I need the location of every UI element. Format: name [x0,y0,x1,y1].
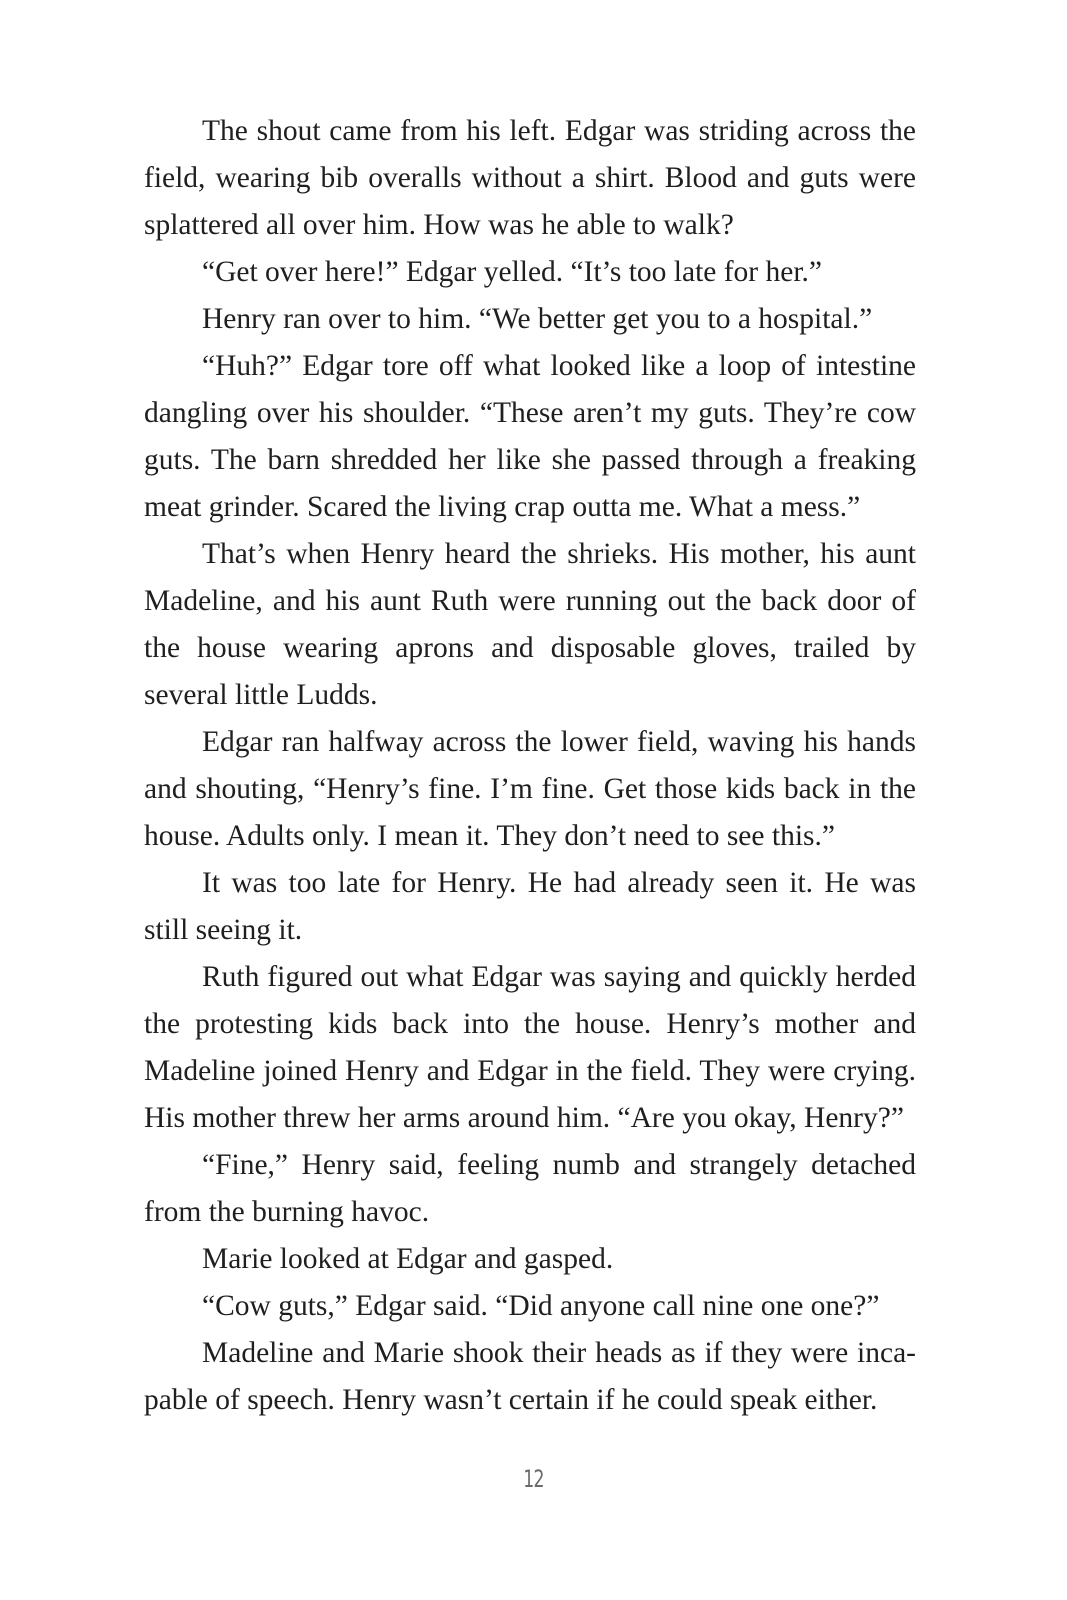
paragraph: Madeline and Marie shook their heads as if they were incapable of speech. Henry wasn’t certain if he could speak either. [144,1337,916,1416]
paragraph: Ruth figured out what Edgar was saying and quickly herded the protesting kids back into the house. Henry’s mother and Madeline joined Henry and Edgar in the field. They were crying. His mother threw her arms around him. “Are you okay, Henry?” [144,961,916,1134]
paragraph: It was too late for Henry. He had already seen it. He was still seeing it. [144,867,916,946]
paragraph: Henry ran over to him. “We better get you to a hospital.” [202,303,873,335]
paragraph: Edgar ran halfway across the lower field, waving his hands and shouting, “Henry’s fine. I’m fine. Get those kids back in the house. Adults only. I mean it. They don’t need to see this.” [144,726,916,852]
page-number: 12 [523,1465,544,1493]
body-text [144,108,916,1424]
paragraph: “Cow guts,” Edgar said. “Did anyone call nine one one?” [202,1290,880,1322]
paragraph: The shout came from his left. Edgar was striding across the field, wearing bib overalls without a shirt. Blood and guts were splattered all over him. How was he able to walk? [144,115,916,241]
paragraph: That’s when Henry heard the shrieks. His mother, his aunt Madeline, and his aunt Ruth were running out the back door of the house wearing aprons and disposable gloves, trailed by several little Ludds. [144,538,916,711]
paragraph: “Huh?” Edgar tore off what looked like a loop of intestine dangling over his shoulder. “These aren’t my guts. They’re cow guts. The barn shredded her like she passed through a freaking meat grinder. Scared the living crap outta me. What a mess.” [144,350,916,523]
paragraph: “Fine,” Henry said, feeling numb and strangely detached from the burning havoc. [144,1149,916,1228]
paragraph: “Get over here!” Edgar yelled. “It’s too late for her.” [202,256,823,288]
paragraph: Marie looked at Edgar and gasped. [202,1243,614,1275]
